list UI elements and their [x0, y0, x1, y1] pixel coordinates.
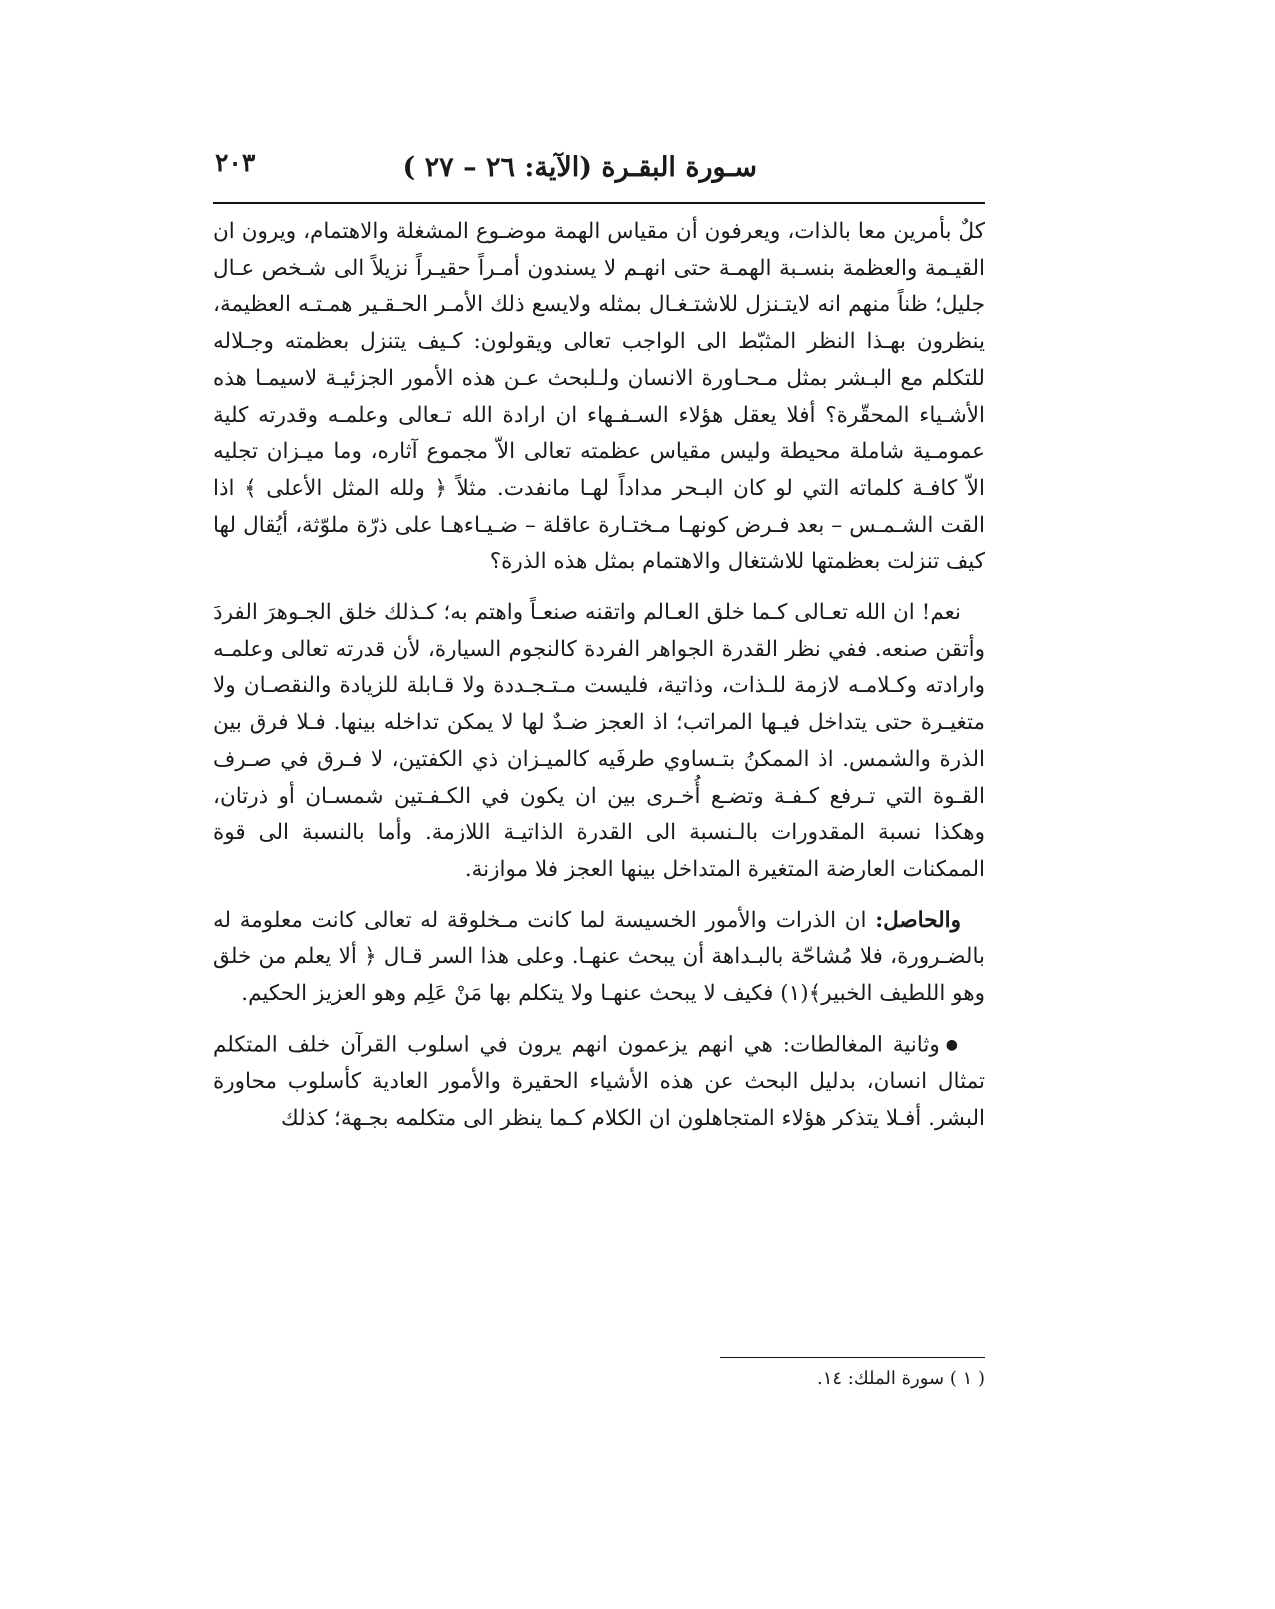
body-text: [213, 214, 985, 1151]
paragraph-text: ان الذرات والأمور الخسيسة لما كانت مـخلوقة له تعالى كانت معلومة له بالضـرورة، فلا مُشاحّة بالبـداهة أن يبحث عنهـا. وعلى هذا السر قـال ﴿ ألا يعلم من خلق وهو اللطيف الخبير﴾(١) فكيف لا يبحث عنهـا ولا يتكلم بها مَنْ عَلِم وهو العزيز الحكيم.: [213, 907, 985, 1007]
paragraph-text: نعم! ان الله تعـالى كـما خلق العـالم واتقنه صنعـاً واهتم به؛ كـذلك خلق الجـوهرَ الفردَ وأتقن صنعه. ففي نظر القدرة الجواهر الفردة كالنجوم السيارة، لأن قدرته تعالى وعلمـه وارادته وكـلامـه لازمة للـذات، وذاتية، فليست مـتـجـددة ولا قـابلة للزيادة والنقصـان ولا متغيـرة حتى يتداخل فيـها المراتب؛ اذ العجز ضـدٌ لها لا يمكن تداخله بينها. فـلا فرق بين الذرة والشمس. اذ الممكنُ بتـساوي طرفَيه كالميـزان ذي الكفتين، لا فـرق في صـرف القـوة التي تـرفع كـفـة وتضـع أُخـرى بين ان يكون في الكـفـتين شمسـان أو ذرتان، وهكذا نسبة المقدورات بالـنسبة الى القدرة الذاتيـة اللازمة. وأما بالنسبة الى قوة الممكنات العارضة المتغيرة المتداخل بينها العجز فلا موازنة.: [213, 600, 985, 882]
chapter-title: سـورة البقـرة (الآية: ٢٦ – ٢٧ ): [402, 152, 757, 183]
paragraph-text: وثانية المغالطات: هي انهم يزعمون انهم يرون في اسلوب القرآن خلف المتكلم تمثال انسان، بدليل البحث عن هذه الأشياء الحقيرة والأمور العادية كأسلوب محاورة البشر. أفـلا يتذكر هؤلاء المتجاهلون ان الكلام كـما ينظر الى متكلمه بجـهة؛ كذلك: [213, 1032, 985, 1131]
paragraph-lead: والحاصل:: [875, 907, 961, 933]
footnote-divider: [720, 1357, 985, 1358]
paragraph-3: [213, 903, 985, 1013]
paragraph-2: [213, 595, 985, 889]
page-number: ٢٠٣: [215, 148, 256, 177]
paragraph-4: [213, 1027, 985, 1137]
paragraph-1: [213, 214, 985, 581]
paragraph-text: كلٌ بأمرين معا بالذات، ويعرفون أن مقياس الهمة موضـوع المشغلة والاهتمام، ويرون ان القيـمة والعظمة بنسـبة الهمـة حتى انهـم لا يسندون أمـراً حقيـراً نزيلاً الى شـخص عـال جليل؛ ظناً منهم انه لايتـنزل للاشتـغـال بمثله ولايسع ذلك الأمـر الحـقـير همـتـه العظيمة، ينظرون بهـذا النظر المثبّط الى الواجب تعالى ويقولون: كـيف يتنزل بعظمته وجـلاله للتكلم مع البـشر بمثل مـحـاورة الانسان ولـلبحث عـن هذه الأمور الجزئيـة لاسيمـا هذه الأشـياء المحقّرة؟ أفلا يعقل هؤلاء السـفـهاء ان ارادة الله تـعالى وعلمـه وقدرته كلية عمومـية شاملة محيطة وليس مقياس عظمته تعالى الاّ مجموع آثاره، وما ميـزان تجليه الاّ كافـة كلماته التي لو كان البـحر مداداً لهـا مانفدت. مثلاً ﴿ ولله المثل الأعلى ﴾ اذا القت الشـمـس – بعد فـرض كونهـا مـختـارة عاقلة – ضـيـاءهـا على ذرّة ملوّثة، أيُقال لها كيف تنزلت بعظمتها للاشتغال والاهتمام بمثل هذه الذرة؟: [213, 219, 985, 575]
page-header: [215, 148, 987, 194]
header-divider: [213, 202, 985, 204]
footnote: ( ١ ) سورة الملك: ١٤.: [817, 1368, 985, 1389]
bullet-icon: ●: [945, 1036, 962, 1053]
